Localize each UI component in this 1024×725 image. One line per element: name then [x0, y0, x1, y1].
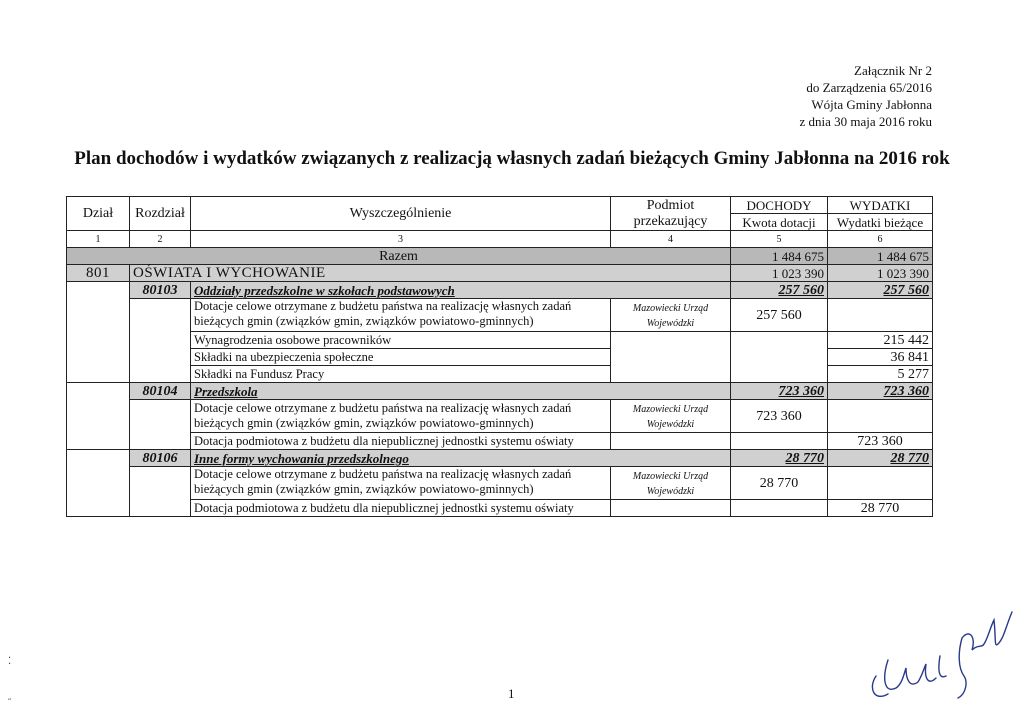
annex-line-4: z dnia 30 maja 2016 roku	[799, 114, 932, 129]
document-title: Plan dochodów i wydatków związanych z realizacją własnych zadań bieżących Gminy Jabłonna na 2016 rok	[74, 148, 950, 169]
colnum-5: 5	[731, 231, 828, 248]
rozdzial-80103-wydatki: 257 560	[828, 282, 933, 299]
annex-line-2: do Zarządzenia 65/2016	[806, 80, 932, 95]
dzial-code: 801	[67, 265, 130, 282]
colnum-3: 3	[191, 231, 611, 248]
rozdzial-80106-code: 80106	[130, 450, 191, 467]
handwritten-signature	[866, 598, 1016, 710]
podmiot-line-2: Wojewódzki	[646, 318, 695, 329]
header-dzial: Dział	[67, 197, 130, 231]
skladki-desc: Składki na ubezpieczenia społeczne	[191, 349, 611, 366]
table-row	[67, 400, 933, 433]
podmiot-cell	[611, 400, 731, 433]
column-numbers-row	[67, 231, 933, 248]
empty-cell	[731, 500, 828, 517]
dotacje-amount: 28 770	[731, 467, 828, 500]
dotacje-amount: 257 560	[731, 299, 828, 332]
margin-mark: ˶	[8, 693, 12, 704]
header-dochody: DOCHODY	[731, 197, 828, 214]
margin-mark: ⁚	[8, 656, 12, 667]
wynagrodzenia-amount: 215 442	[828, 332, 933, 349]
rozdzial-blank	[130, 400, 191, 450]
annex-line-1: Załącznik Nr 2	[854, 63, 932, 78]
empty-cell	[611, 433, 731, 450]
razem-row	[67, 248, 933, 265]
header-wydatki: WYDATKI	[828, 197, 933, 214]
dotacja-podmiotowa-amount: 28 770	[828, 500, 933, 517]
rozdzial-80106-wydatki: 28 770	[828, 450, 933, 467]
dzial-wydatki: 1 023 390	[828, 265, 933, 282]
empty-cell	[828, 467, 933, 500]
razem-label: Razem	[67, 248, 731, 265]
dotacje-amount: 723 360	[731, 400, 828, 433]
rozdzial-80106-dochody: 28 770	[731, 450, 828, 467]
colnum-1: 1	[67, 231, 130, 248]
dotacje-desc: Dotacje celowe otrzymane z budżetu państwa na realizację własnych zadań bieżących gmin (związków gmin, związków powiatowo-gminnych)	[191, 299, 611, 332]
wynagrodzenia-desc: Wynagrodzenia osobowe pracowników	[191, 332, 611, 349]
dzial-blank-1	[67, 282, 130, 383]
page-number: 1	[508, 686, 515, 701]
annex-line-3: Wójta Gminy Jabłonna	[811, 97, 932, 112]
rozdzial-80104-row	[67, 383, 933, 400]
dzial-blank-2	[67, 383, 130, 450]
header-podmiot: Podmiot przekazujący	[611, 197, 731, 231]
table-row	[67, 299, 933, 332]
dotacja-podmiotowa-desc: Dotacja podmiotowa z budżetu dla niepublicznej jednostki systemu oświaty	[191, 500, 611, 517]
rozdzial-80106-row	[67, 450, 933, 467]
header-kwota-dotacji: Kwota dotacji	[731, 214, 828, 231]
podmiot-cell	[611, 467, 731, 500]
budget-table	[66, 196, 933, 517]
dotacja-podmiotowa-amount: 723 360	[828, 433, 933, 450]
table-row	[67, 500, 933, 517]
empty-cell	[828, 299, 933, 332]
header-row-1	[67, 197, 933, 214]
rozdzial-80103-code: 80103	[130, 282, 191, 299]
podmiot-cell	[611, 299, 731, 332]
empty-cell	[731, 332, 828, 383]
dzial-801-row	[67, 265, 933, 282]
colnum-2: 2	[130, 231, 191, 248]
rozdzial-80104-code: 80104	[130, 383, 191, 400]
dzial-name: OŚWIATA I WYCHOWANIE	[130, 265, 731, 282]
fundusz-pracy-amount: 5 277	[828, 366, 933, 383]
table-row	[67, 433, 933, 450]
rozdzial-80104-name: Przedszkola	[191, 383, 731, 400]
dotacja-podmiotowa-desc: Dotacja podmiotowa z budżetu dla niepublicznej jednostki systemu oświaty	[191, 433, 611, 450]
rozdzial-80103-name: Oddziały przedszkolne w szkołach podstawowych	[191, 282, 731, 299]
colnum-4: 4	[611, 231, 731, 248]
empty-cell	[611, 332, 731, 383]
podmiot-line-2: Wojewódzki	[646, 419, 695, 430]
skladki-amount: 36 841	[828, 349, 933, 366]
fundusz-pracy-desc: Składki na Fundusz Pracy	[191, 366, 611, 383]
dzial-dochody: 1 023 390	[731, 265, 828, 282]
rozdzial-80103-row	[67, 282, 933, 299]
table-row	[67, 467, 933, 500]
razem-wydatki: 1 484 675	[828, 248, 933, 265]
header-wyszczegolnienie: Wyszczególnienie	[191, 197, 611, 231]
dzial-blank-3	[67, 450, 130, 517]
rozdzial-blank	[130, 299, 191, 383]
rozdzial-blank	[130, 467, 191, 517]
empty-cell	[731, 433, 828, 450]
table-row	[67, 332, 933, 349]
podmiot-line-2: Wojewódzki	[646, 486, 695, 497]
rozdzial-80104-dochody: 723 360	[731, 383, 828, 400]
dotacje-desc: Dotacje celowe otrzymane z budżetu państwa na realizację własnych zadań bieżących gmin (związków gmin, związków powiatowo-gminnych)	[191, 400, 611, 433]
annex-header	[800, 62, 933, 130]
razem-dochody: 1 484 675	[731, 248, 828, 265]
dotacje-desc: Dotacje celowe otrzymane z budżetu państwa na realizację własnych zadań bieżących gmin (związków gmin, związków powiatowo-gminnych)	[191, 467, 611, 500]
podmiot-line-1: Mazowiecki Urząd	[632, 471, 709, 482]
header-wydatki-biezace: Wydatki bieżące	[828, 214, 933, 231]
rozdzial-80106-name: Inne formy wychowania przedszkolnego	[191, 450, 731, 467]
colnum-6: 6	[828, 231, 933, 248]
rozdzial-80103-dochody: 257 560	[731, 282, 828, 299]
empty-cell	[828, 400, 933, 433]
empty-cell	[611, 500, 731, 517]
podmiot-line-1: Mazowiecki Urząd	[632, 303, 709, 314]
header-rozdzial: Rozdział	[130, 197, 191, 231]
rozdzial-80104-wydatki: 723 360	[828, 383, 933, 400]
podmiot-line-1: Mazowiecki Urząd	[632, 404, 709, 415]
